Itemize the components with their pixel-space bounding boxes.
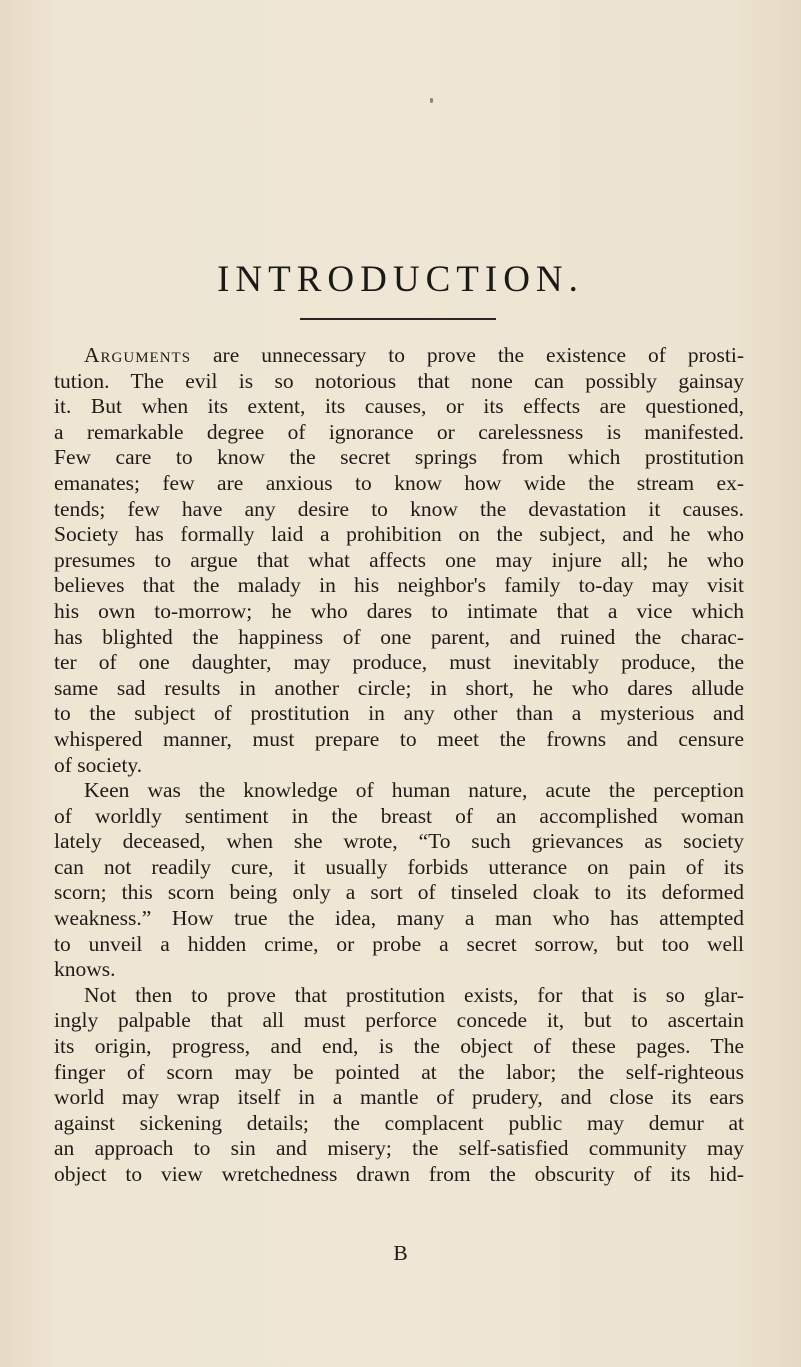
text-line: a remarkable degree of ignorance or carelessness is manifested. <box>54 419 744 444</box>
text-line: knows. <box>54 957 116 982</box>
text-line: an approach to sin and misery; the self-satisfied community may <box>54 1136 744 1161</box>
text-line: weakness.” How true the idea, many a man who has attempted <box>54 906 744 931</box>
text-line: lately deceased, when she wrote, “To such grievances as society <box>54 829 744 854</box>
text-line: ingly palpable that all must perforce concede it, but to ascertain <box>54 1008 744 1033</box>
text-line: emanates; few are anxious to know how wide the stream ex- <box>54 470 744 495</box>
text-line: Arguments are unnecessary to prove the existence of prosti- <box>84 343 744 367</box>
text-line: world may wrap itself in a mantle of prudery, and close its ears <box>54 1085 744 1110</box>
text-line: of society. <box>54 752 143 777</box>
text-line: object to view wretchedness drawn from the obscurity of its hid- <box>54 1162 744 1186</box>
page-speck <box>430 98 433 103</box>
body-text <box>54 343 744 1188</box>
text-line: scorn; this scorn being only a sort of tinseled cloak to its deformed <box>54 880 744 905</box>
text-line: ter of one daughter, may produce, must inevitably produce, the <box>54 650 744 675</box>
text-line: it. But when its extent, its causes, or its effects are questioned, <box>54 394 744 419</box>
text-line: believes that the malady in his neighbor's family to-day may visit <box>54 573 744 598</box>
text-line: to unveil a hidden crime, or probe a secret sorrow, but too well <box>54 931 744 956</box>
text-line: Not then to prove that prostitution exists, for that is so glar- <box>84 982 744 1007</box>
text-line: has blighted the happiness of one parent, and ruined the charac- <box>54 624 744 649</box>
text-line: to the subject of prostitution in any other than a mysterious and <box>54 701 744 726</box>
text-line: Keen was the knowledge of human nature, acute the perception <box>84 778 744 803</box>
lead-word: Arguments <box>84 343 192 367</box>
text-line: its origin, progress, and end, is the object of these pages. The <box>54 1034 744 1059</box>
text-line: same sad results in another circle; in short, he who dares allude <box>54 675 744 700</box>
text-line: of worldly sentiment in the breast of an accomplished woman <box>54 803 744 828</box>
text-line: finger of scorn may be pointed at the labor; the self-righteous <box>54 1059 744 1084</box>
text-line: against sickening details; the complacent public may demur at <box>54 1110 744 1135</box>
text-line: whispered manner, must prepare to meet the frowns and censure <box>54 726 744 751</box>
chapter-heading: INTRODUCTION. <box>217 259 584 300</box>
text-line: Society has formally laid a prohibition on the subject, and he who <box>54 522 744 547</box>
text-line: presumes to argue that what affects one may injure all; he who <box>54 547 744 572</box>
text-line: Few care to know the secret springs from which prostitution <box>54 445 744 470</box>
signature-mark: B <box>393 1241 408 1265</box>
text-line: tends; few have any desire to know the devastation it causes. <box>54 496 744 521</box>
text-line: can not readily cure, it usually forbids utterance on pain of its <box>54 854 744 879</box>
text-line: his own to-morrow; he who dares to intimate that a vice which <box>54 598 744 623</box>
heading-rule <box>300 318 496 320</box>
text-line: tution. The evil is so notorious that none can possibly gainsay <box>54 368 744 393</box>
